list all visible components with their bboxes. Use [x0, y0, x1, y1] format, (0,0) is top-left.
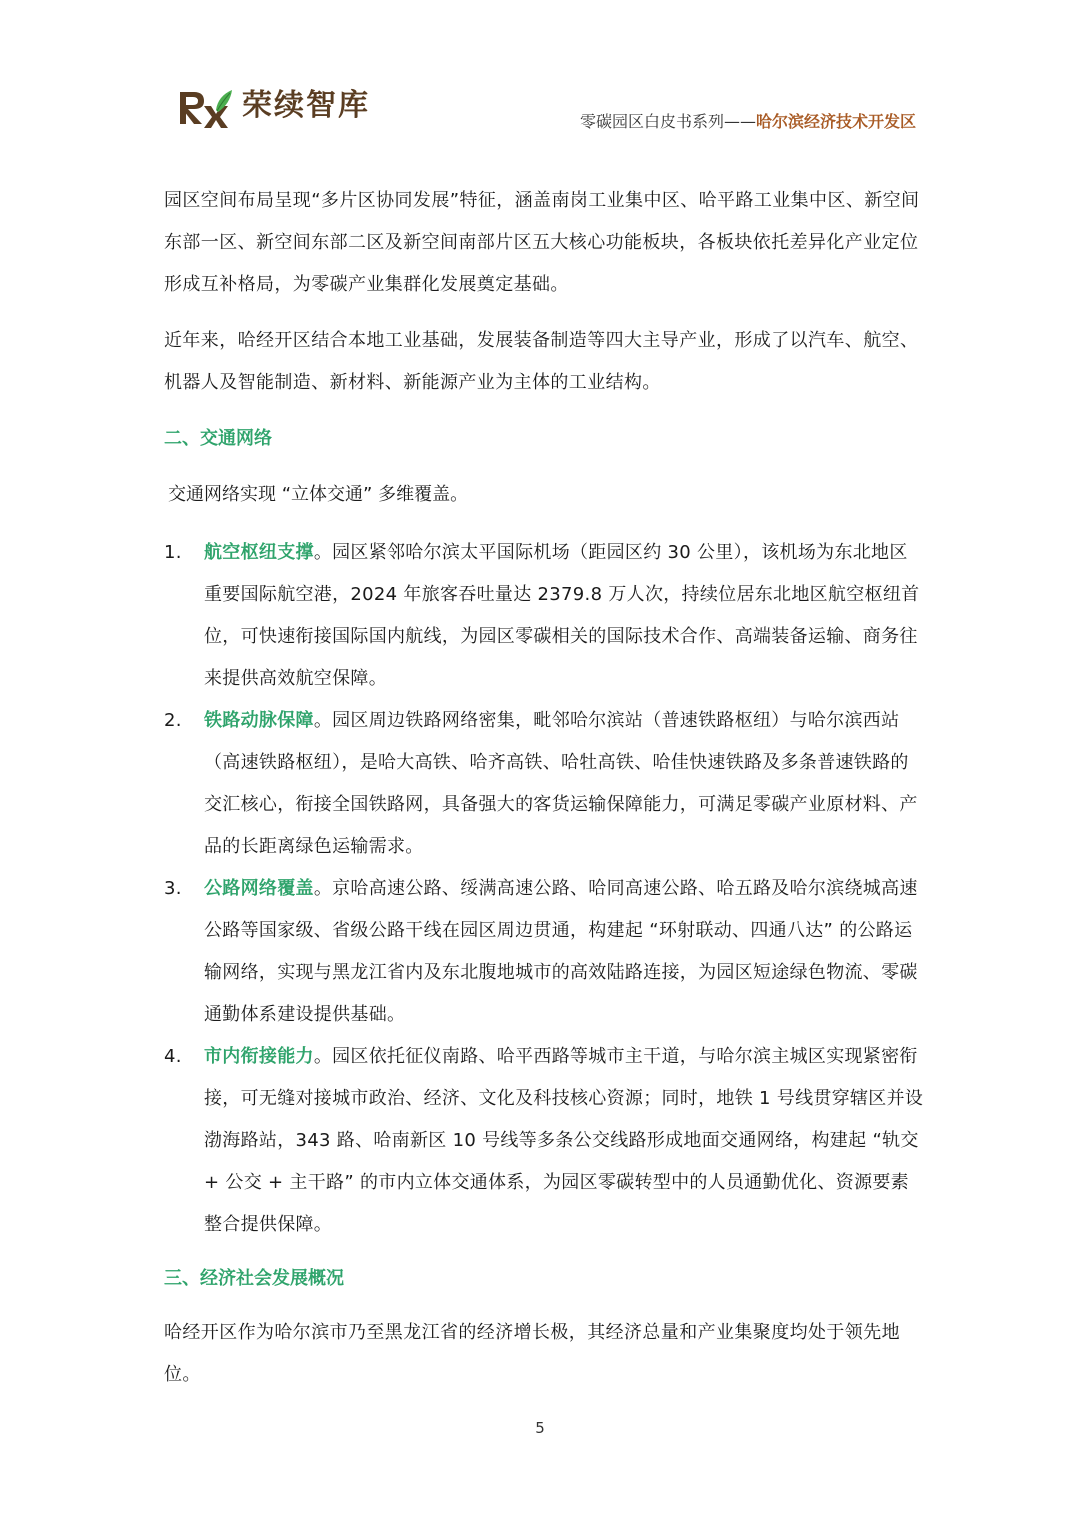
- section-heading-transport: 二、交通网络: [164, 428, 272, 449]
- list-text: 。园区周边铁路网络密集，毗邻哈尔滨站（普速铁路枢纽）与哈尔滨西站（高速铁路枢纽），是哈大高铁、哈齐高铁、哈牡高铁、哈佳快速铁路及多条普速铁路的交汇核心，衔接全国铁路网，具备强大的客货运输保障能力，可满足零碳产业原材料、产品的长距离绿色运输需求。: [204, 710, 918, 857]
- list-body: [204, 700, 924, 868]
- paragraph-economy: 哈经开区作为哈尔滨市乃至黑龙江省的经济增长极，其经济总量和产业集聚度均处于领先地位。: [164, 1322, 900, 1385]
- brand-name: 荣续智库: [242, 88, 370, 123]
- list-text: 。园区紧邻哈尔滨太平国际机场（距园区约 30 公里），该机场为东北地区重要国际航空港，2024 年旅客吞吐量达 2379.8 万人次，持续位居东北地区航空枢纽首位，可快速衔接国际国内航线，为园区零碳相关的国际技术合作、高端装备运输、商务往来提供高效航空保障。: [204, 542, 920, 689]
- page-content: [164, 180, 924, 1396]
- series-prefix: 零碳园区白皮书系列——: [579, 112, 756, 131]
- list-item: [164, 532, 924, 700]
- list-title: 市内衔接能力: [204, 1046, 314, 1067]
- paragraph-industry: 近年来，哈经开区结合本地工业基础，发展装备制造等四大主导产业，形成了以汽车、航空、机器人及智能制造、新材料、新能源产业为主体的工业结构。: [164, 330, 919, 393]
- list-title: 公路网络覆盖: [204, 878, 314, 899]
- list-number: 1.: [164, 542, 182, 563]
- list-number: 2.: [164, 710, 182, 731]
- paragraph-layout: 园区空间布局呈现“多片区协同发展”特征，涵盖南岗工业集中区、哈平路工业集中区、新空间东部一区、新空间东部二区及新空间南部片区五大核心功能板块，各板块依托差异化产业定位形成互补格局，为零碳产业集群化发展奠定基础。: [164, 190, 920, 295]
- list-text: 。京哈高速公路、绥满高速公路、哈同高速公路、哈五路及哈尔滨绕城高速公路等国家级、省级公路干线在园区周边贯通，构建起 “环射联动、四通八达” 的公路运输网络，实现与黑龙江省内及东北腹地城市的高效陆路连接，为园区短途绿色物流、零碳通勤体系建设提供基础。: [204, 878, 918, 1025]
- list-number: 4.: [164, 1046, 182, 1067]
- list-title: 航空枢纽支撑: [204, 542, 314, 563]
- transport-list: [164, 532, 924, 1246]
- page-number: 5: [535, 1419, 545, 1437]
- section-intro-transport: 交通网络实现 “立体交通” 多维覆盖。: [168, 484, 469, 505]
- list-number: 3.: [164, 878, 182, 899]
- list-body: [204, 1036, 924, 1246]
- series-highlight: 哈尔滨经济技术开发区: [755, 112, 916, 131]
- brand-logo: [176, 84, 370, 128]
- list-item: [164, 700, 924, 868]
- list-text: 。园区依托征仪南路、哈平西路等城市主干道，与哈尔滨主城区实现紧密衔接，可无缝对接城市政治、经济、文化及科技核心资源；同时，地铁 1 号线贯穿辖区并设渤海路站，343 路、哈南新区 10 号线等多条公交线路形成地面交通网络，构建起 “轨交 + 公交 + 主干路” 的市内立体交通体系，为园区零碳转型中的人员通勤优化、资源要素整合提供保障。: [204, 1046, 924, 1235]
- series-title: [580, 110, 916, 134]
- section-heading-economy: 三、经济社会发展概况: [164, 1268, 344, 1289]
- list-title: 铁路动脉保障: [204, 710, 314, 731]
- list-body: [204, 868, 924, 1036]
- list-item: [164, 868, 924, 1036]
- list-item: [164, 1036, 924, 1246]
- rx-leaf-logo-icon: [176, 84, 234, 128]
- list-body: [204, 532, 924, 700]
